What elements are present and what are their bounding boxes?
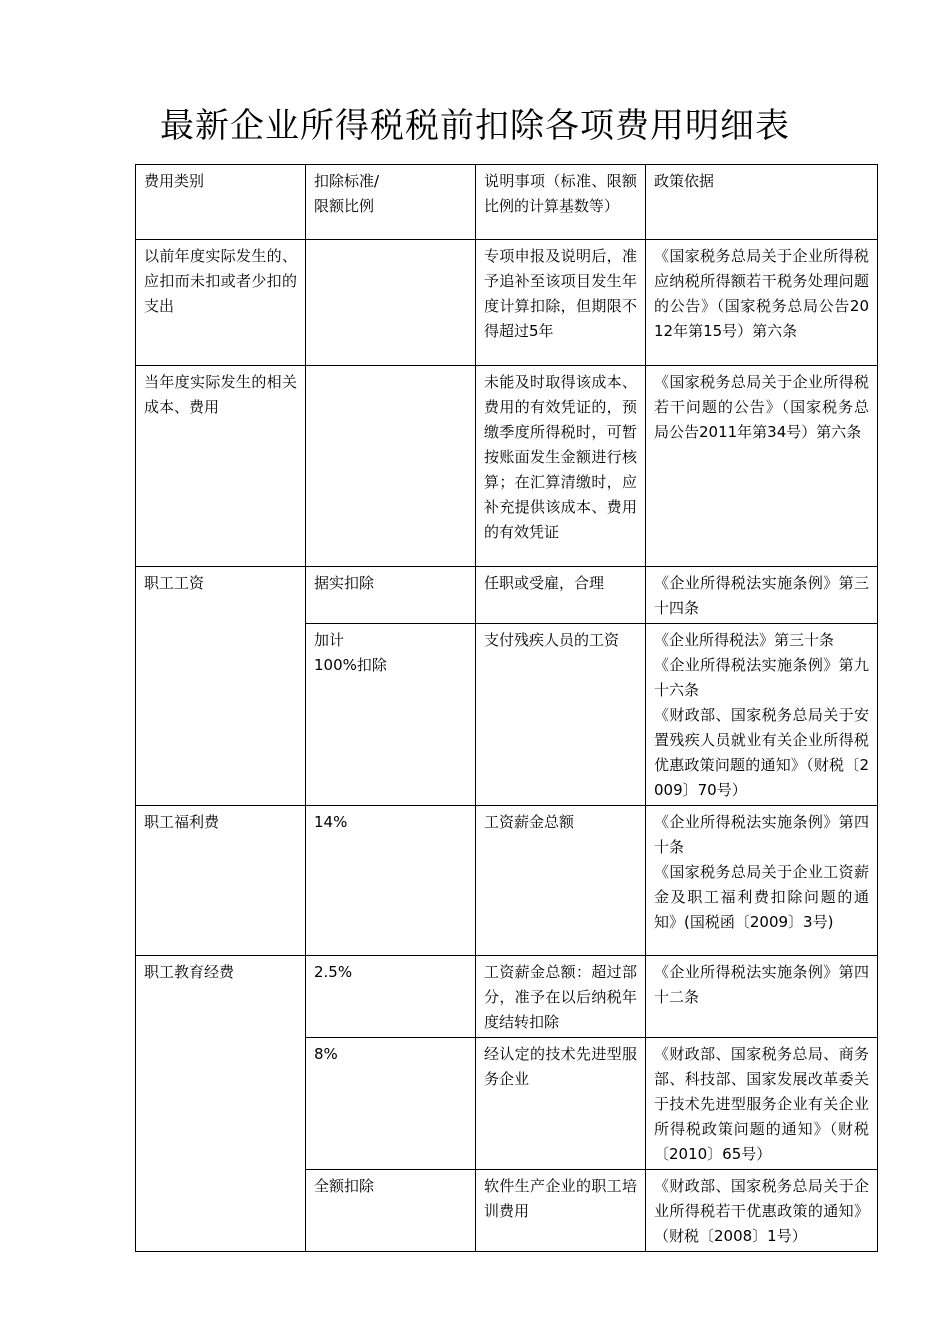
standard-cell: 全额扣除 <box>306 1170 476 1252</box>
category-cell: 当年度实际发生的相关成本、费用 <box>136 366 306 567</box>
standard-cell: 据实扣除 <box>306 567 476 624</box>
category-cell: 职工教育经费 <box>136 956 306 1252</box>
table-row <box>136 806 878 956</box>
explanation-cell: 工资薪金总额：超过部分，准予在以后纳税年度结转扣除 <box>476 956 646 1038</box>
basis-line1: 《企业所得税法实施条例》第四十条 <box>654 813 869 856</box>
standard-cell <box>306 240 476 366</box>
explanation-cell: 工资薪金总额 <box>476 806 646 956</box>
standard-cell: 8% <box>306 1038 476 1170</box>
explanation-cell: 任职或受雇，合理 <box>476 567 646 624</box>
basis-line1: 《企业所得税法》第三十条 <box>654 631 835 649</box>
basis-cell: 《财政部、国家税务总局关于企业所得税若干优惠政策的通知》（财税〔2008〕1号） <box>646 1170 878 1252</box>
table-row <box>136 567 878 624</box>
header-category: 费用类别 <box>136 165 306 240</box>
explanation-cell: 专项申报及说明后，准予追补至该项目发生年度计算扣除，但期限不得超过5年 <box>476 240 646 366</box>
table-row <box>136 240 878 366</box>
explanation-cell: 经认定的技术先进型服务企业 <box>476 1038 646 1170</box>
standard-line1: 加计 <box>314 631 345 649</box>
category-cell: 职工工资 <box>136 567 306 806</box>
header-basis: 政策依据 <box>646 165 878 240</box>
basis-line2: 《企业所得税法实施条例》第九十六条 <box>654 656 869 699</box>
basis-cell: 《企业所得税法实施条例》第四十二条 <box>646 956 878 1038</box>
basis-cell: 《国家税务总局关于企业所得税若干问题的公告》（国家税务总局公告2011年第34号）第六条 <box>646 366 878 567</box>
standard-cell: 14% <box>306 806 476 956</box>
basis-cell: 《企业所得税法实施条例》第三十四条 <box>646 567 878 624</box>
document-title: 最新企业所得税税前扣除各项费用明细表 <box>160 106 790 146</box>
table-header-row <box>136 165 878 240</box>
basis-cell: 《财政部、国家税务总局、商务部、科技部、国家发展改革委关于技术先进型服务企业有关企业所得税政策问题的通知》（财税〔2010〕65号） <box>646 1038 878 1170</box>
explanation-cell: 支付残疾人员的工资 <box>476 624 646 806</box>
standard-cell <box>306 624 476 806</box>
standard-cell <box>306 366 476 567</box>
basis-cell: 《国家税务总局关于企业所得税应纳税所得额若干税务处理问题的公告》（国家税务总局公告2012年第15号）第六条 <box>646 240 878 366</box>
basis-cell <box>646 806 878 956</box>
table-row <box>136 956 878 1038</box>
header-standard-line1: 扣除标准/ <box>314 172 380 190</box>
header-explanation: 说明事项（标准、限额比例的计算基数等） <box>476 165 646 240</box>
header-standard-line2: 限额比例 <box>314 197 375 215</box>
expense-deduction-table <box>135 164 878 1252</box>
table-row <box>136 366 878 567</box>
standard-line2: 100%扣除 <box>314 656 387 674</box>
basis-line3: 《财政部、国家税务总局关于安置残疾人员就业有关企业所得税优惠政策问题的通知》（财税〔2009〕70号） <box>654 706 869 799</box>
standard-cell: 2.5% <box>306 956 476 1038</box>
explanation-cell: 未能及时取得该成本、费用的有效凭证的，预缴季度所得税时，可暂按账面发生金额进行核算；在汇算清缴时，应补充提供该成本、费用的有效凭证 <box>476 366 646 567</box>
basis-cell <box>646 624 878 806</box>
category-cell: 职工福利费 <box>136 806 306 956</box>
explanation-cell: 软件生产企业的职工培训费用 <box>476 1170 646 1252</box>
basis-line2: 《国家税务总局关于企业工资薪金及职工福利费扣除问题的通知》(国税函〔2009〕3号) <box>654 863 869 931</box>
header-standard <box>306 165 476 240</box>
category-cell: 以前年度实际发生的、应扣而未扣或者少扣的支出 <box>136 240 306 366</box>
